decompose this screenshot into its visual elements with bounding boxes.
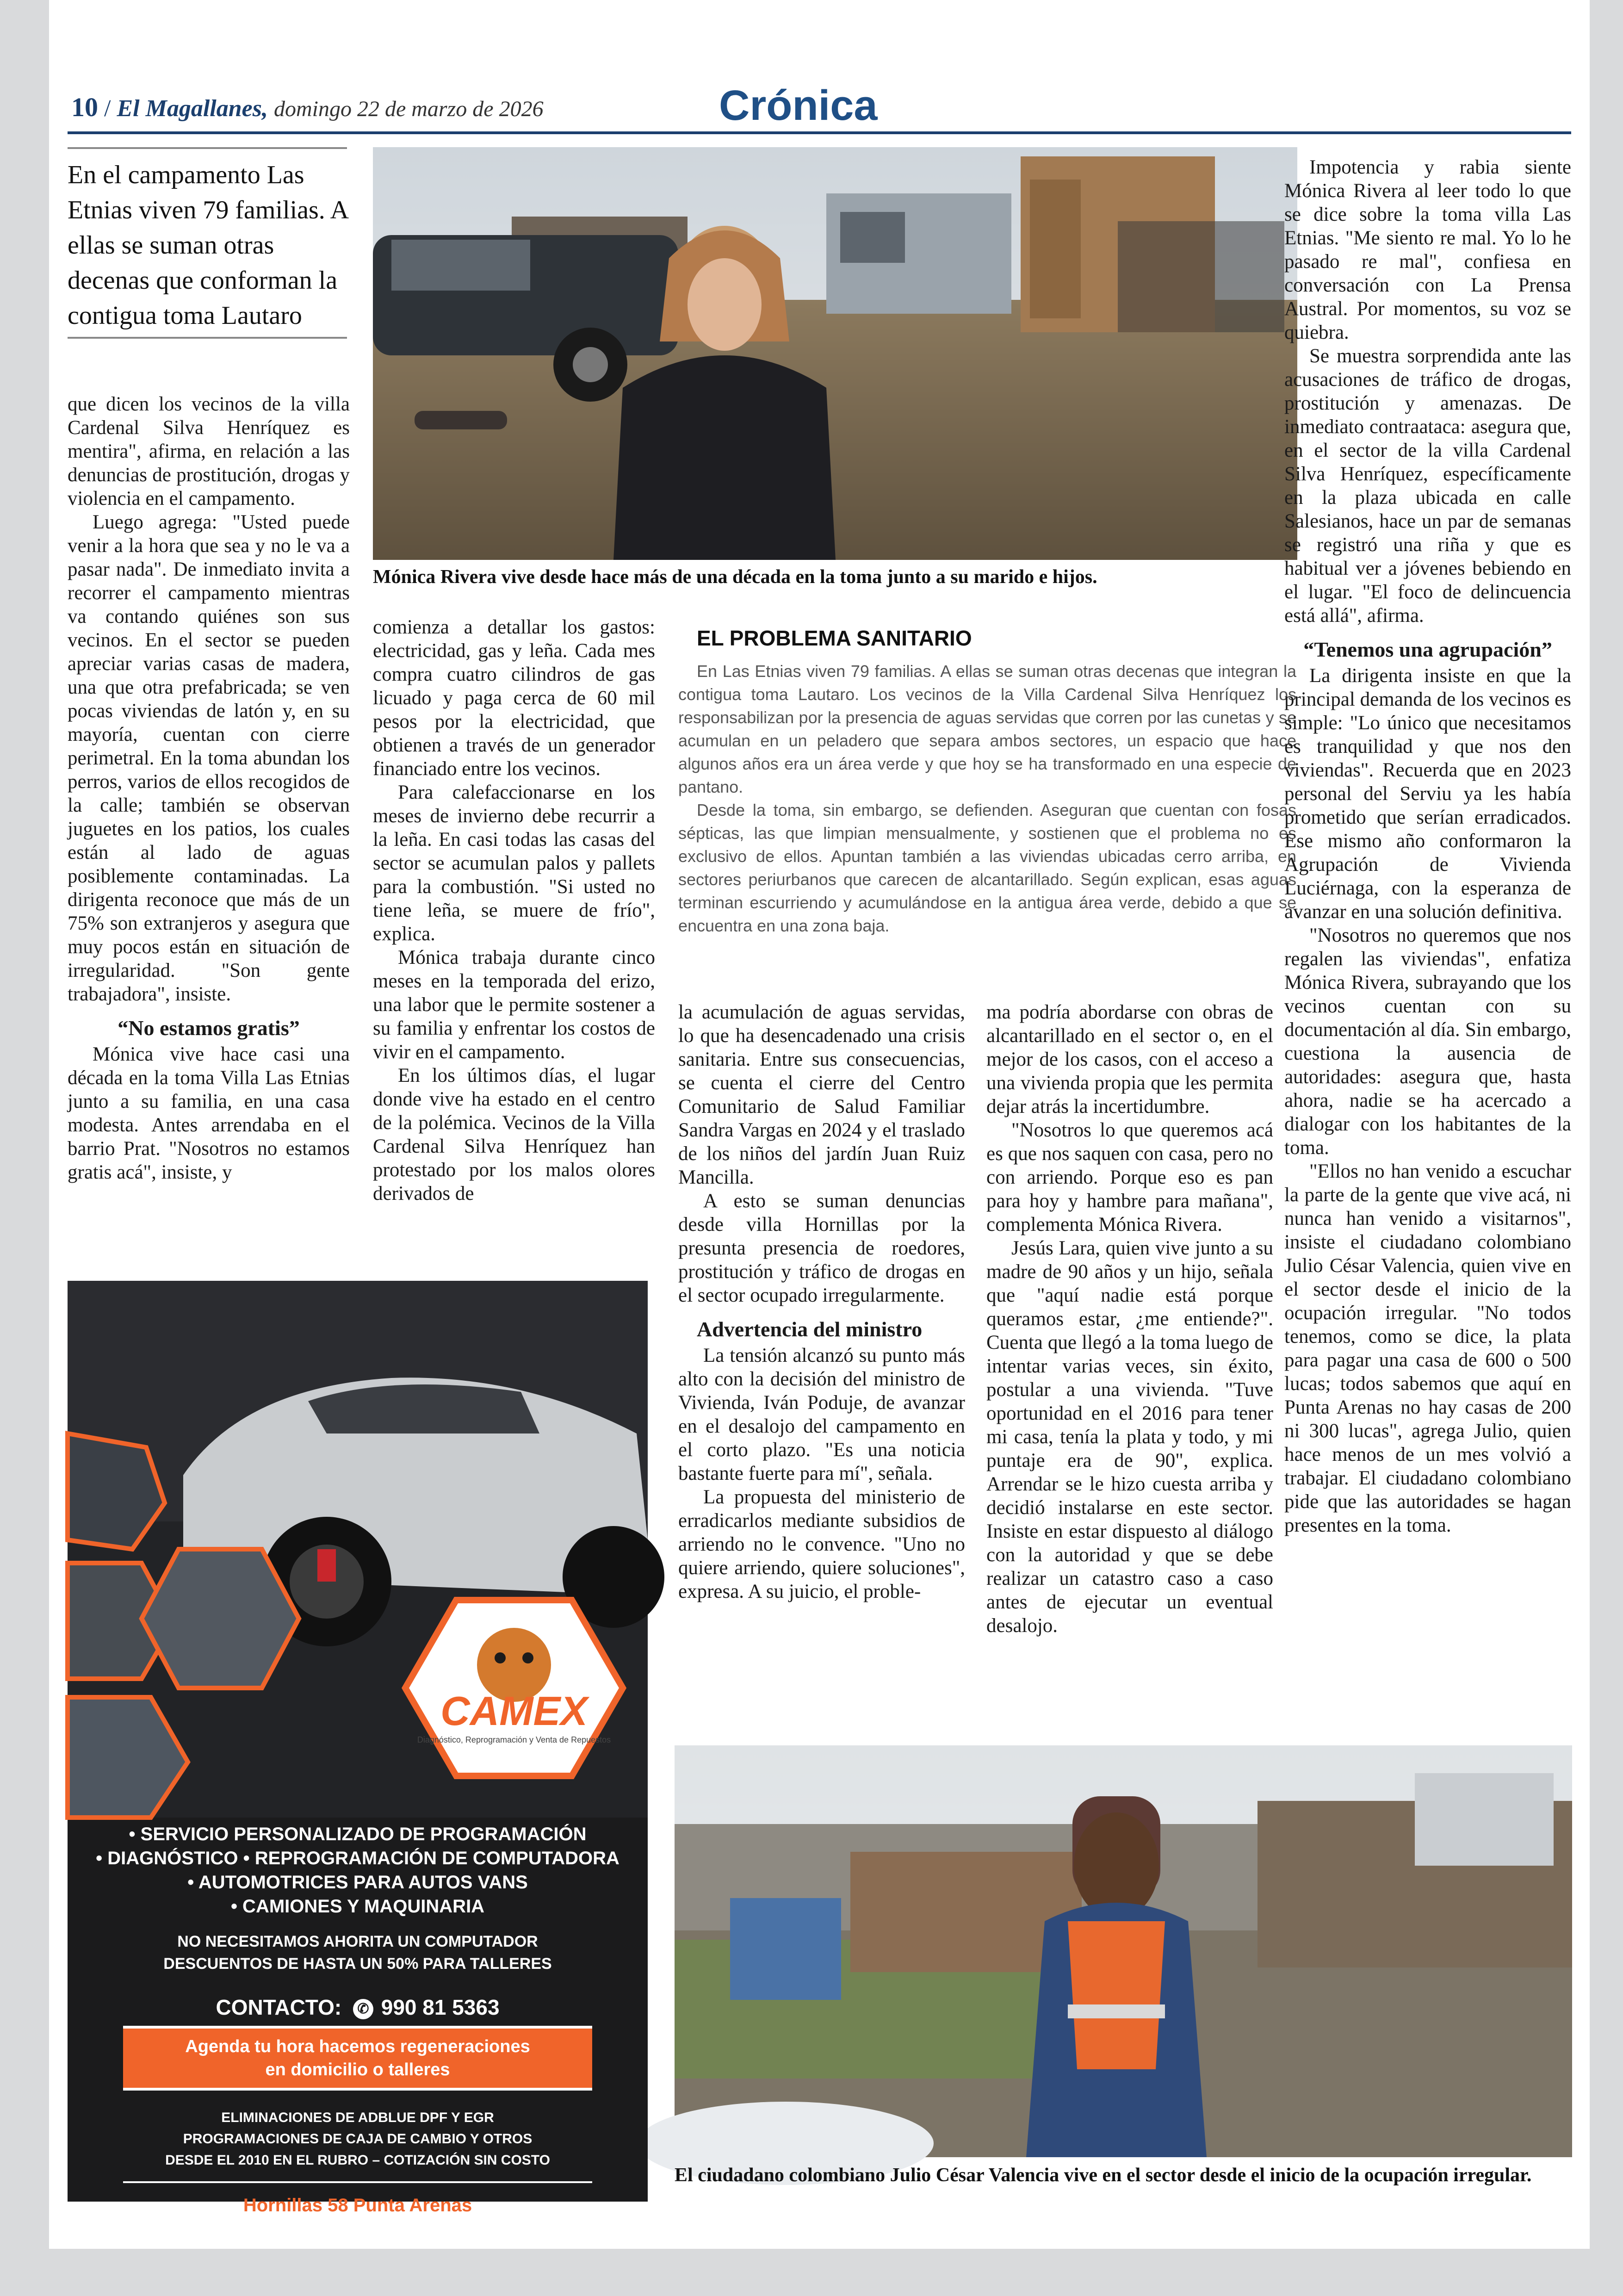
kicker-rule-top: [68, 147, 347, 149]
ad-service-line: • AUTOMOTRICES PARA AUTOS VANS: [187, 1872, 528, 1893]
caption-bottom-photo: El ciudadano colombiano Julio César Valencia vive en el sector desde el inicio de la ocupación irregular.: [675, 2165, 1532, 2186]
page-folio: [71, 92, 544, 123]
paragraph: Para calefaccionarse en los meses de invierno debe recurrir a la leña. En casi todas las casas del sector se acumulan palos y pallets para la combustión. "Si usted no tiene leña, se muere de frío", explica.: [373, 782, 655, 945]
paragraph: "Nosotros no queremos que nos regalen las viviendas", enfatiza Mónica Rivera, subrayando que los vecinos cuentan con su documentación al día. Sin embargo, cuestiona la ausencia de autoridades: asegura que, hasta ahora, nadie se ha acercado a dialogar con los habitantes de la toma.: [1284, 925, 1571, 1159]
paragraph: comienza a detallar los gastos: electricidad, gas y leña. Cada mes compra cuatro cilindros de gas licuado y paga cerca de 60 mil pesos por la electricidad, que obtienen a través de un generador financiado entre los vecinos.: [373, 616, 655, 780]
ad-service-line: • SERVICIO PERSONALIZADO DE PROGRAMACIÓN: [129, 1824, 587, 1844]
subheading: “Tenemos una agrupación”: [1303, 638, 1552, 661]
ad-note: NO NECESITAMOS AHORITA UN COMPUTADOR: [177, 1933, 538, 1950]
ad-extra: DESDE EL 2010 EN EL RUBRO – COTIZACIÓN SIN COSTO: [165, 2153, 550, 2168]
paragraph: Mónica vive hace casi una década en la toma Villa Las Etnias junto a su familia, en una casa modesta. Antes arrendaba en el barrio Prat. "Nosotros no estamos gratis acá", insiste, y: [68, 1043, 350, 1183]
subheading: “No estamos gratis”: [118, 1016, 300, 1040]
ad-text-block: [68, 1822, 648, 2217]
paragraph: En Las Etnias viven 79 familias. A ellas se suman otras decenas que integran la contigua toma Lautaro. Los vecinos de la Villa Cardenal Silva Henríquez los responsabilizan por la presencia de aguas servidas que corren por las cunetas y se acumulan en un peladero que separa ambos sectores, un espacio que hace algunos años era un área verde y que hoy se ha transformado en una especie de pantano.: [678, 662, 1296, 796]
ad-brand-tagline: Diagnóstico, Reprogramación y Venta de Repuestos: [417, 1735, 611, 1744]
subheading: Advertencia del ministro: [697, 1317, 923, 1341]
newspaper-page: [49, 0, 1590, 2249]
paragraph: "Nosotros lo que queremos acá es que nos saquen con casa, pero no con arriendo. Porque eso es pan para hoy y hambre para mañana", complementa Mónica Rivera.: [986, 1119, 1273, 1235]
page-number: 10: [71, 92, 98, 122]
ad-agenda: Agenda tu hora hacemos regeneraciones: [185, 2037, 530, 2056]
ad-artwork: [68, 1281, 648, 1818]
paragraph: A esto se suman denuncias desde villa Hornillas por la presunta presencia de roedores, prostitución y tráfico de drogas en el sector ocupado irregularmente.: [678, 1190, 965, 1306]
paragraph: Se muestra sorprendida ante las acusaciones de tráfico de drogas, prostitución y amenazas. De inmediato contraataca: asegura que, en el sector de la villa Cardenal Silva Henríquez, específicamente en la plaza ubicada en calle Salesianos, hace un par de semanas se registró una riña y que es habitual ver a jóvenes bebiendo en el lugar. "El foco de delincuencia está allá", afirma.: [1284, 345, 1571, 627]
whatsapp-icon: ✆: [353, 1999, 373, 2019]
issue-date: domingo 22 de marzo de 2026: [273, 97, 544, 121]
folio-slash: /: [104, 95, 111, 122]
article-column-1: [68, 392, 350, 1184]
ad-address: Hornillas 58 Punta Arenas: [243, 2195, 472, 2215]
article-column-2: [373, 615, 655, 1205]
section-title: Crónica: [719, 82, 878, 129]
article-column-5: [1284, 155, 1571, 1537]
ad-service-line: • CAMIONES Y MAQUINARIA: [230, 1896, 485, 1917]
ad-brand-name: CAMEX: [440, 1688, 588, 1734]
kicker-rule-bottom: [68, 337, 347, 339]
paragraph: "Ellos no han venido a escuchar la parte de la gente que vive acá, ni nunca han venido a visitarnos", insiste el ciudadano colombiano Julio César Valencia, quien vive en el sector desde el inicio de la ocupación irregular. "No todos tenemos, como se dice, la plata para pagar una casa de 600 o 500 lucas; todos sabemos que aquí en Punta Arenas no hay casas de 200 ni 300 lucas", agrega Julio, quien hace menos de un mes volvió a trabajar. El ciudadano colombiano pide que las autoridades se hagan presentes en la toma.: [1284, 1160, 1571, 1536]
paragraph: La propuesta del ministerio de erradicarlos mediante subsidios de arriendo no le convence. "Uno no quiere arriendo, quiere soluciones", expresa. A su juicio, el proble-: [678, 1486, 965, 1602]
article-column-4: [986, 1000, 1273, 1638]
camex-advertisement: [68, 1281, 648, 2215]
paragraph: Impotencia y rabia siente Mónica Rivera al leer todo lo que se dice sobre la toma villa Las Etnias. "Me siento re mal. Yo lo he pasado re mal", confiesa en conversación con La Prensa Austral. Por momentos, su voz se quiebra.: [1284, 156, 1571, 343]
ad-extra: ELIMINACIONES DE ADBLUE DPF Y EGR: [221, 2110, 494, 2125]
paragraph: La tensión alcanzó su punto más alto con la decisión del ministro de Vivienda, Iván Poduje, de avanzar en el desalojo del campamento en el corto plazo. "Es una noticia bastante fuerte para mí", señala.: [678, 1345, 965, 1484]
ad-note: DESCUENTOS DE HASTA UN 50% PARA TALLERES: [163, 1955, 552, 1973]
ad-contact: [68, 1993, 648, 2021]
photo-monica-rivera: [373, 147, 1297, 560]
ad-extra: PROGRAMACIONES DE CAJA DE CAMBIO Y OTROS: [183, 2131, 533, 2147]
header-rule: [68, 131, 1571, 134]
paragraph: La dirigenta insiste en que la principal demanda de los vecinos es simple: "Lo único que necesitamos es tranquilidad y que nos den viviendas". Recuerda que en 2023 personal del Serviu ya les había prometido que serían erradicados. Ese mismo año conformaron la Agrupación de Vivienda Luciérnaga, con la esperanza de avanzar en una solución definitiva.: [1284, 665, 1571, 923]
paragraph: que dicen los vecinos de la villa Cardenal Silva Henríquez es mentira", afirma, en relación a las denuncias de prostitución, drogas y violencia en el campamento.: [68, 393, 350, 509]
paragraph: ma podría abordarse con obras de alcantarillado en el sector o, en el mejor de los casos, con el acceso a una vivienda propia que les permita dejar atrás la incertidumbre.: [986, 1001, 1273, 1117]
ad-phone: 990 81 5363: [381, 1995, 500, 2019]
paragraph: la acumulación de aguas servidas, lo que ha desencadenado una crisis sanitaria. Entre sus consecuencias, se cuenta el cierre del Centro Comunitario de Salud Familiar Sandra Vargas en 2024 y el traslado de los niños del jardín Juan Ruiz Mancilla.: [678, 1001, 965, 1188]
article-column-3: [678, 1000, 965, 1603]
photo-julio-cesar-valencia: [675, 1745, 1572, 2157]
paragraph: Jesús Lara, quien vive junto a su madre de 90 años y un hijo, señala que "aquí nadie está porque queramos estar, ¿me entiende?". Cuenta que llegó a la toma luego de intentar varias veces, sin éxito, postular a una vivienda. "Tuve oportunidad en el 2016 para tener mi casa, tenía la plata y todo, y mi puntaje era de 90", explica. Arrendar se le hizo cuesta arriba y decidió instalarse en este sector. Insiste en estar dispuesto al diálogo con la autoridad y que se debe realizar un catastro caso a caso antes de ejecutar un eventual desalojo.: [986, 1237, 1273, 1637]
paragraph: En los últimos días, el lugar donde vive ha estado en el centro de la polémica. Vecinos de la Villa Cardenal Silva Henríquez han protestado por los malos olores derivados de: [373, 1065, 655, 1204]
paragraph: Desde la toma, sin embargo, se defienden. Aseguran que cuentan con fosas sépticas, las que limpian mensualmente, y sostienen que el problema no es exclusivo de ellos. Apuntan también a las viviendas ubicadas cerro arriba, en sectores periurbanos que carecen de alcantarillado. Según explican, esas aguas terminan escurriendo y acumulándose en la antigua área verde, debido a que se encuentra en una zona baja.: [678, 800, 1296, 935]
sidebar-title: EL PROBLEMA SANITARIO: [697, 626, 972, 650]
paragraph: Luego agrega: "Usted puede venir a la hora que sea y no le va a pasar nada". De inmediato invita a recorrer el campamento mientras va contando quiénes son sus vecinos. En el sector se pueden apreciar varias casas de madera, una que otra prefabricada; se ven pocas viviendas de latón y, en su mayoría, cuentan con cierre perimetral. En la toma abundan los perros, varios de ellos recogidos de la calle; también se observan juguetes en los patios, los cuales están al lado de aguas posiblemente contaminadas. La dirigenta reconoce que más de un 75% son extranjeros y asegura que muy pocos están en situación de irregularidad. "Son gente trabajadora", insiste.: [68, 511, 350, 1005]
sidebar-box: [678, 627, 1296, 937]
caption-top-photo: Mónica Rivera vive desde hace más de una década en la toma junto a su marido e hijos.: [373, 566, 1097, 588]
kicker-text: En el campamento Las Etnias viven 79 familias. A ellas se suman otras decenas que conforman la contigua toma Lautaro: [68, 161, 348, 330]
ad-service-line: • DIAGNÓSTICO • REPROGRAMACIÓN DE COMPUTADORA: [96, 1848, 619, 1868]
ad-contact-label: CONTACTO:: [216, 1995, 342, 2019]
paragraph: Mónica trabaja durante cinco meses en la temporada del erizo, una labor que le permite sostener a su familia y enfrentar los costos de vivir en el campamento.: [373, 947, 655, 1063]
newspaper-name: El Magallanes,: [117, 95, 268, 122]
ad-agenda: en domicilio o talleres: [265, 2060, 450, 2079]
